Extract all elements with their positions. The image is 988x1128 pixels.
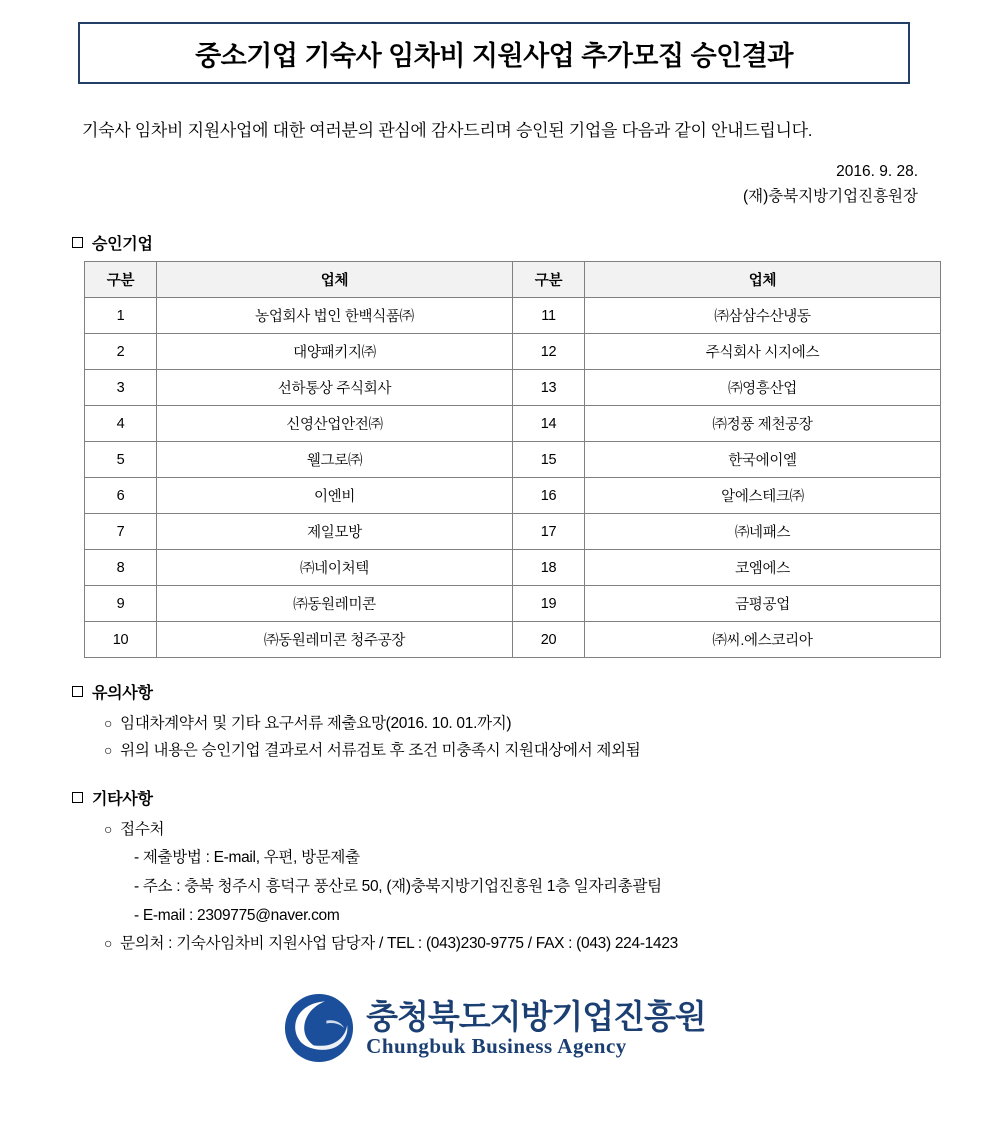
cell-company: ㈜동원레미콘 bbox=[157, 586, 513, 622]
cell-index: 16 bbox=[513, 478, 585, 514]
cell-company: 금평공업 bbox=[585, 586, 941, 622]
reception-detail: - 제출방법 : E-mail, 우편, 방문제출 bbox=[134, 849, 360, 866]
cell-index: 17 bbox=[513, 514, 585, 550]
chungbuk-logo-icon bbox=[282, 991, 356, 1065]
cell-index: 5 bbox=[85, 442, 157, 478]
cell-index: 15 bbox=[513, 442, 585, 478]
cell-index: 10 bbox=[85, 622, 157, 658]
column-header: 구분 bbox=[85, 262, 157, 298]
circle-bullet-icon: ○ bbox=[104, 715, 113, 731]
section-heading-approved-label: 승인기업 bbox=[92, 236, 153, 253]
cell-index: 2 bbox=[85, 334, 157, 370]
cell-index: 20 bbox=[513, 622, 585, 658]
list-item-text: 임대차계약서 및 기타 요구서류 제출요망(2016. 10. 01.까지) bbox=[120, 715, 512, 732]
table-row bbox=[85, 298, 941, 334]
cell-index: 12 bbox=[513, 334, 585, 370]
cell-company: 대양패키지㈜ bbox=[157, 334, 513, 370]
circle-bullet-icon: ○ bbox=[104, 821, 113, 837]
section-heading-etc-label: 기타사항 bbox=[92, 791, 153, 808]
issue-date: 2016. 9. 28. bbox=[836, 163, 918, 180]
cell-index: 6 bbox=[85, 478, 157, 514]
circle-bullet-icon: ○ bbox=[104, 935, 113, 951]
etc-section bbox=[0, 786, 988, 957]
list-item bbox=[104, 930, 988, 957]
table-row bbox=[85, 478, 941, 514]
cell-company: ㈜네이처텍 bbox=[157, 550, 513, 586]
section-heading-notice bbox=[72, 680, 988, 703]
table-row bbox=[85, 334, 941, 370]
column-header: 업체 bbox=[157, 262, 513, 298]
cell-index: 9 bbox=[85, 586, 157, 622]
table-header-row bbox=[85, 262, 941, 298]
cell-index: 19 bbox=[513, 586, 585, 622]
cell-company: ㈜삼삼수산냉동 bbox=[585, 298, 941, 334]
table-row bbox=[85, 442, 941, 478]
section-heading-etc bbox=[72, 786, 988, 809]
document-page bbox=[0, 22, 988, 1128]
intro-paragraph: 기숙사 임차비 지원사업에 대한 여러분의 관심에 감사드리며 승인된 기업을 다음과 같이 안내드립니다. bbox=[82, 121, 813, 140]
cell-company: ㈜씨.에스코리아 bbox=[585, 622, 941, 658]
etc-list bbox=[104, 816, 988, 957]
square-bullet-icon bbox=[72, 237, 83, 248]
cell-company: 한국에이엘 bbox=[585, 442, 941, 478]
contact-text: 문의처 : 기숙사임차비 지원사업 담당자 / TEL : (043)230-9775 / FAX : (043) 224-1423 bbox=[120, 935, 678, 952]
signature-block bbox=[0, 159, 918, 209]
notice-list bbox=[104, 710, 988, 764]
cell-company: 주식회사 시지에스 bbox=[585, 334, 941, 370]
document-title-box bbox=[78, 22, 910, 84]
cell-index: 7 bbox=[85, 514, 157, 550]
circle-bullet-icon: ○ bbox=[104, 742, 113, 758]
list-item-text: 위의 내용은 승인기업 결과로서 서류검토 후 조건 미충족시 지원대상에서 제외됨 bbox=[120, 742, 641, 759]
reception-detail-email: - E-mail : 2309775@naver.com bbox=[134, 907, 340, 924]
cell-index: 4 bbox=[85, 406, 157, 442]
cell-company: 제일모방 bbox=[157, 514, 513, 550]
cell-company: 코엠에스 bbox=[585, 550, 941, 586]
cell-company: ㈜동원레미콘 청주공장 bbox=[157, 622, 513, 658]
list-item bbox=[104, 737, 988, 764]
cell-index: 3 bbox=[85, 370, 157, 406]
cell-index: 13 bbox=[513, 370, 585, 406]
cell-company: 이엔비 bbox=[157, 478, 513, 514]
page-title: 중소기업 기숙사 임차비 지원사업 추가모집 승인결과 bbox=[195, 40, 793, 71]
notice-section bbox=[0, 680, 988, 764]
table-row bbox=[85, 622, 941, 658]
table-row bbox=[85, 406, 941, 442]
cell-index: 8 bbox=[85, 550, 157, 586]
reception-label: 접수처 bbox=[120, 821, 165, 838]
cell-index: 1 bbox=[85, 298, 157, 334]
reception-detail: - 주소 : 충북 청주시 흥덕구 풍산로 50, (재)충북지방기업진흥원 1층 일자리총괄팀 bbox=[134, 878, 662, 895]
cell-company: ㈜정풍 제천공장 bbox=[585, 406, 941, 442]
approved-companies-table bbox=[84, 261, 941, 658]
cell-index: 14 bbox=[513, 406, 585, 442]
logo-korean-name: 충청북도지방기업진흥원 bbox=[366, 997, 706, 1035]
table-row bbox=[85, 550, 941, 586]
cell-company: 알에스테크㈜ bbox=[585, 478, 941, 514]
cell-company: ㈜네패스 bbox=[585, 514, 941, 550]
section-heading-approved bbox=[72, 231, 988, 254]
square-bullet-icon bbox=[72, 686, 83, 697]
table-row bbox=[85, 370, 941, 406]
issuer-name: (재)충북지방기업진흥원장 bbox=[742, 188, 918, 205]
cell-company: 신영산업안전㈜ bbox=[157, 406, 513, 442]
cell-company: 농업회사 법인 한백식품㈜ bbox=[157, 298, 513, 334]
cell-company: ㈜영흥산업 bbox=[585, 370, 941, 406]
cell-company: 선하통상 주식회사 bbox=[157, 370, 513, 406]
table-row bbox=[85, 586, 941, 622]
table-row bbox=[85, 514, 941, 550]
cell-index: 11 bbox=[513, 298, 585, 334]
organization-logo bbox=[0, 991, 988, 1065]
column-header: 구분 bbox=[513, 262, 585, 298]
square-bullet-icon bbox=[72, 792, 83, 803]
cell-company: 웰그로㈜ bbox=[157, 442, 513, 478]
list-item bbox=[104, 816, 988, 843]
cell-index: 18 bbox=[513, 550, 585, 586]
column-header: 업체 bbox=[585, 262, 941, 298]
logo-english-name: Chungbuk Business Agency bbox=[366, 1033, 627, 1058]
section-heading-notice-label: 유의사항 bbox=[92, 685, 153, 702]
list-item bbox=[104, 710, 988, 737]
